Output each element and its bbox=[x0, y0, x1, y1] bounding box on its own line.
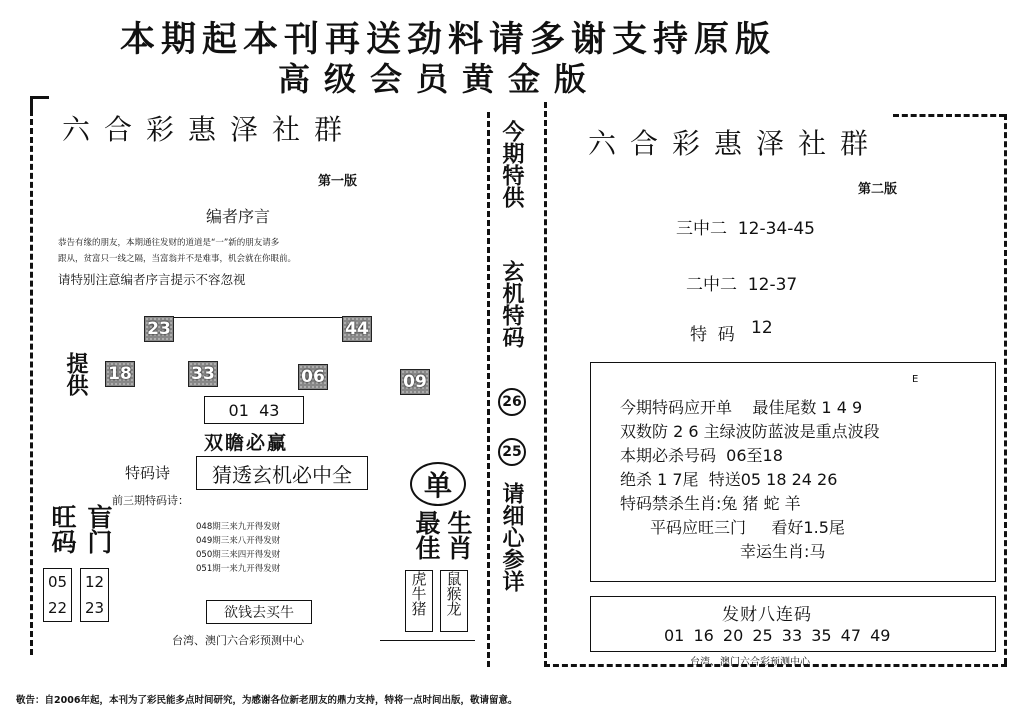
mang-value-2: 23 bbox=[84, 599, 105, 617]
left-edition: 第一版 bbox=[318, 174, 358, 189]
provide-ball-3: 06 bbox=[298, 364, 328, 390]
middle-vertical-text: 今期特供 bbox=[499, 120, 524, 208]
top-title: 本期起本刊再送劲料请多谢支持原版 bbox=[120, 19, 777, 60]
bottom-notice: 敬告：自2006年起，本刊为了彩民能多点时间研究，为感谢各位新老朋友的鼎力支持，特将一点时间出版，敬请留意。 bbox=[16, 695, 518, 706]
best-zodiac-left: 虎牛猪 bbox=[405, 570, 433, 632]
middle-vertical-text-2: 玄机特码 bbox=[499, 260, 524, 348]
provide-ball-1: 18 bbox=[105, 361, 135, 387]
dan-badge bbox=[410, 462, 466, 506]
sheng-xiao-label: 生肖 bbox=[444, 510, 473, 560]
left-footer-line bbox=[380, 640, 475, 641]
numbers-box bbox=[204, 396, 304, 424]
range-start-ball: 23 bbox=[144, 316, 174, 342]
analysis-box-mark: E bbox=[912, 374, 919, 385]
numbers-box-text: 01 43 bbox=[228, 400, 280, 420]
mang-value-1: 12 bbox=[84, 573, 105, 591]
provide-ball-4: 09 bbox=[400, 369, 430, 395]
money-phrase-box bbox=[206, 600, 312, 624]
prev-line-2: 049期三来八开得发财 bbox=[196, 536, 281, 546]
left-inner-divider bbox=[487, 112, 490, 667]
dan-text: 单 bbox=[423, 469, 452, 502]
analysis-line-5: 特码禁杀生肖:兔 猪 蛇 羊 bbox=[620, 494, 801, 513]
san-zhong-er: 三中二 12-34-45 bbox=[676, 219, 815, 239]
middle-circle-2: 25 bbox=[498, 438, 526, 466]
prev-line-4: 051期一来九开得发财 bbox=[196, 564, 281, 574]
lucky-numbers: 01 16 20 25 33 35 47 49 bbox=[664, 626, 891, 645]
wang-value-2: 22 bbox=[47, 599, 68, 617]
slogan: 双瞻必赢 bbox=[204, 432, 289, 454]
analysis-line-6: 平码应旺三门 看好1.5尾 bbox=[650, 518, 845, 537]
right-left-border bbox=[544, 102, 547, 667]
prev-line-1: 048期三来九开得发财 bbox=[196, 522, 281, 532]
left-header: 六合彩惠泽社群 bbox=[62, 113, 357, 146]
te-ma-value: 12 bbox=[751, 318, 773, 338]
analysis-line-3: 本期必杀号码 06至18 bbox=[620, 446, 783, 465]
preface-note: 请特别注意编者序言提示不容忽视 bbox=[58, 272, 246, 287]
right-edition: 第二版 bbox=[858, 182, 898, 197]
poem-text: 猜透玄机必中全 bbox=[212, 462, 352, 487]
analysis-line-4: 绝杀 1 7尾 特送05 18 24 26 bbox=[620, 470, 838, 489]
right-right-border bbox=[1004, 114, 1007, 664]
wang-values-box bbox=[43, 568, 72, 622]
middle-circle-1: 26 bbox=[498, 388, 526, 416]
analysis-line-2: 双数防 2 6 主绿波防蓝波是重点波段 bbox=[620, 422, 880, 441]
poem-label: 特码诗 bbox=[125, 464, 171, 482]
mang-values-box bbox=[80, 568, 109, 622]
right-header: 六合彩惠泽社群 bbox=[588, 127, 883, 160]
wang-value-1: 05 bbox=[47, 573, 68, 591]
preface-title: 编者序言 bbox=[206, 207, 271, 226]
provide-label: 提供 bbox=[63, 352, 88, 396]
left-border bbox=[30, 110, 33, 655]
sub-title: 高级会员黄金版 bbox=[278, 60, 601, 98]
best-zodiac-right: 鼠猴龙 bbox=[440, 570, 468, 632]
prev-label: 前三期特码诗： bbox=[112, 494, 189, 507]
range-line bbox=[174, 317, 342, 318]
poem-box bbox=[196, 456, 368, 490]
right-top-border bbox=[893, 114, 1005, 117]
best-label: 最佳 bbox=[412, 510, 441, 560]
middle-vertical-text-3: 请细心参详 bbox=[499, 482, 524, 592]
range-end-ball: 44 bbox=[342, 316, 372, 342]
analysis-line-1: 今期特码应开单 最佳尾数 1 4 9 bbox=[620, 398, 863, 417]
mang-men-label: 盲门 bbox=[84, 504, 113, 554]
preface-line-2: 跟从，贫富只一线之隔，当富翁并不是难事，机会就在你眼前。 bbox=[58, 254, 297, 264]
preface-line-1: 恭告有缘的朋友，本期通往发财的道道是“一”新的朋友请多 bbox=[58, 238, 280, 248]
er-zhong-er: 二中二 12-37 bbox=[686, 275, 798, 295]
provide-ball-2: 33 bbox=[188, 361, 218, 387]
left-footer: 台湾、澳门六合彩预测中心 bbox=[172, 634, 304, 647]
prev-line-3: 050期三来四开得发财 bbox=[196, 550, 281, 560]
lucky-title: 发财八连码 bbox=[722, 605, 812, 625]
wang-ma-label: 旺码 bbox=[48, 504, 77, 554]
analysis-line-7: 幸运生肖:马 bbox=[740, 542, 826, 561]
right-footer: 台湾、澳门六合彩预测中心 bbox=[690, 657, 810, 668]
te-ma-label: 特 码 bbox=[690, 325, 735, 345]
money-phrase: 欲钱去买牛 bbox=[224, 605, 294, 621]
